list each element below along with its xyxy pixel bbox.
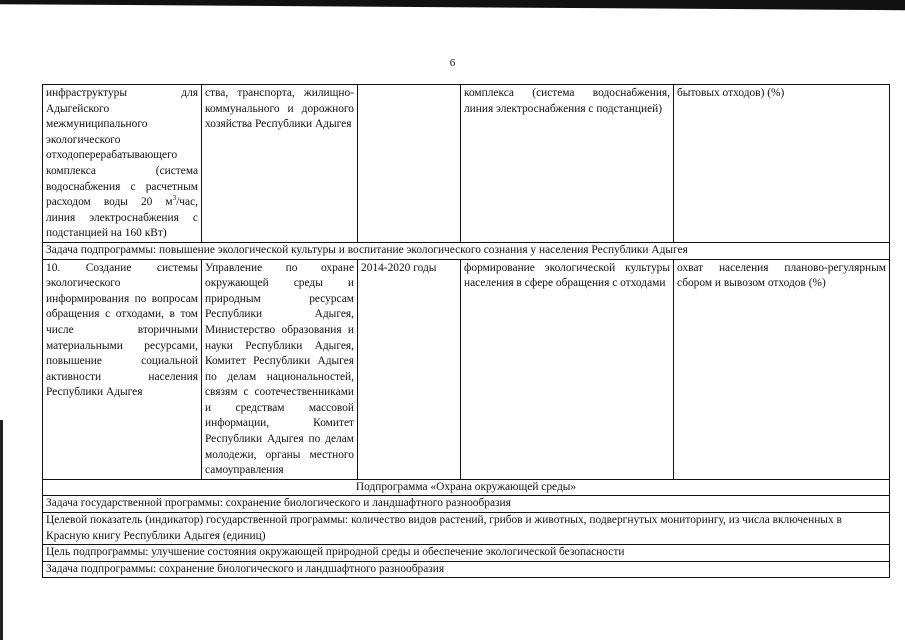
state-task-row: Задача государственной программы: сохранение биологического и ландшафтного разнообразия — [43, 496, 890, 513]
table-row — [43, 259, 890, 479]
table-row — [43, 545, 890, 562]
table-row — [43, 242, 890, 259]
table-row — [43, 85, 890, 243]
superscript: 3 — [172, 194, 177, 203]
cell-result: формирование экологической культуры населения в сфере обращения с отходами — [461, 259, 674, 479]
cell-indicator: бытовых отходов) (%) — [674, 85, 890, 243]
cell-indicator: охват населения планово-регулярным сбором и вывозом отходов (%) — [674, 259, 890, 479]
table-row — [43, 513, 890, 545]
table-row — [43, 561, 890, 578]
cell-text: /час, линия электроснабжения с подстанцией на 160 кВт) — [46, 196, 198, 240]
subprogram-task-row: Задача подпрограммы: сохранение биологического и ландшафтного разнообразия — [43, 561, 890, 578]
program-table — [42, 84, 890, 578]
page-number: 6 — [449, 57, 456, 69]
scan-left-edge — [0, 420, 3, 640]
scan-top-edge — [0, 0, 905, 12]
cell-event: 10. Создание системы экологического информирования по вопросам обращения с отходами, в том числе вторичными материальными ресурсами, повышение социальной активности населения Республики Адыгея — [43, 259, 202, 479]
cell-period — [358, 85, 461, 243]
subprogram-title: Подпрограмма «Охрана окружающей среды» — [43, 479, 890, 496]
cell-event — [43, 85, 202, 243]
task-row: Задача подпрограммы: повышение экологической культуры и воспитание экологического сознания у населения Республики Адыгея — [43, 242, 890, 259]
cell-period: 2014-2020 годы — [358, 259, 461, 479]
cell-responsible: Управление по охране окружающей среды и природным ресурсам Республики Адыгея, Министерство образования и науки Республики Адыгея, Комитет Республики Адыгея по делам национальностей, связям с соотечественниками и средствам массовой информации, Комитет Республики Адыгея по делам молодежи, органы местного самоуправления — [202, 259, 358, 479]
cell-result: комплекса (система водоснабжения, линия электроснабжения с подстанцией) — [461, 85, 674, 243]
table-row — [43, 496, 890, 513]
cell-text: инфраструктуры для Адыгейского межмуниципального экологического отходоперерабатывающего комплекса (система водоснабжения с расчетным расходом воды 20 м — [46, 87, 198, 209]
subprogram-goal-row: Цель подпрограммы: улучшение состояния окружающей природной среды и обеспечение экологической безопасности — [43, 545, 890, 562]
target-indicator-row: Целевой показатель (индикатор) государственной программы: количество видов растений, грибов и животных, подвергнутых мониторингу, из числа включенных в Красную книгу Республики Адыгея (единиц) — [43, 513, 890, 545]
cell-responsible: ства, транспорта, жилищно-коммунального и дорожного хозяйства Республики Адыгея — [202, 85, 358, 243]
table-row — [43, 479, 890, 496]
